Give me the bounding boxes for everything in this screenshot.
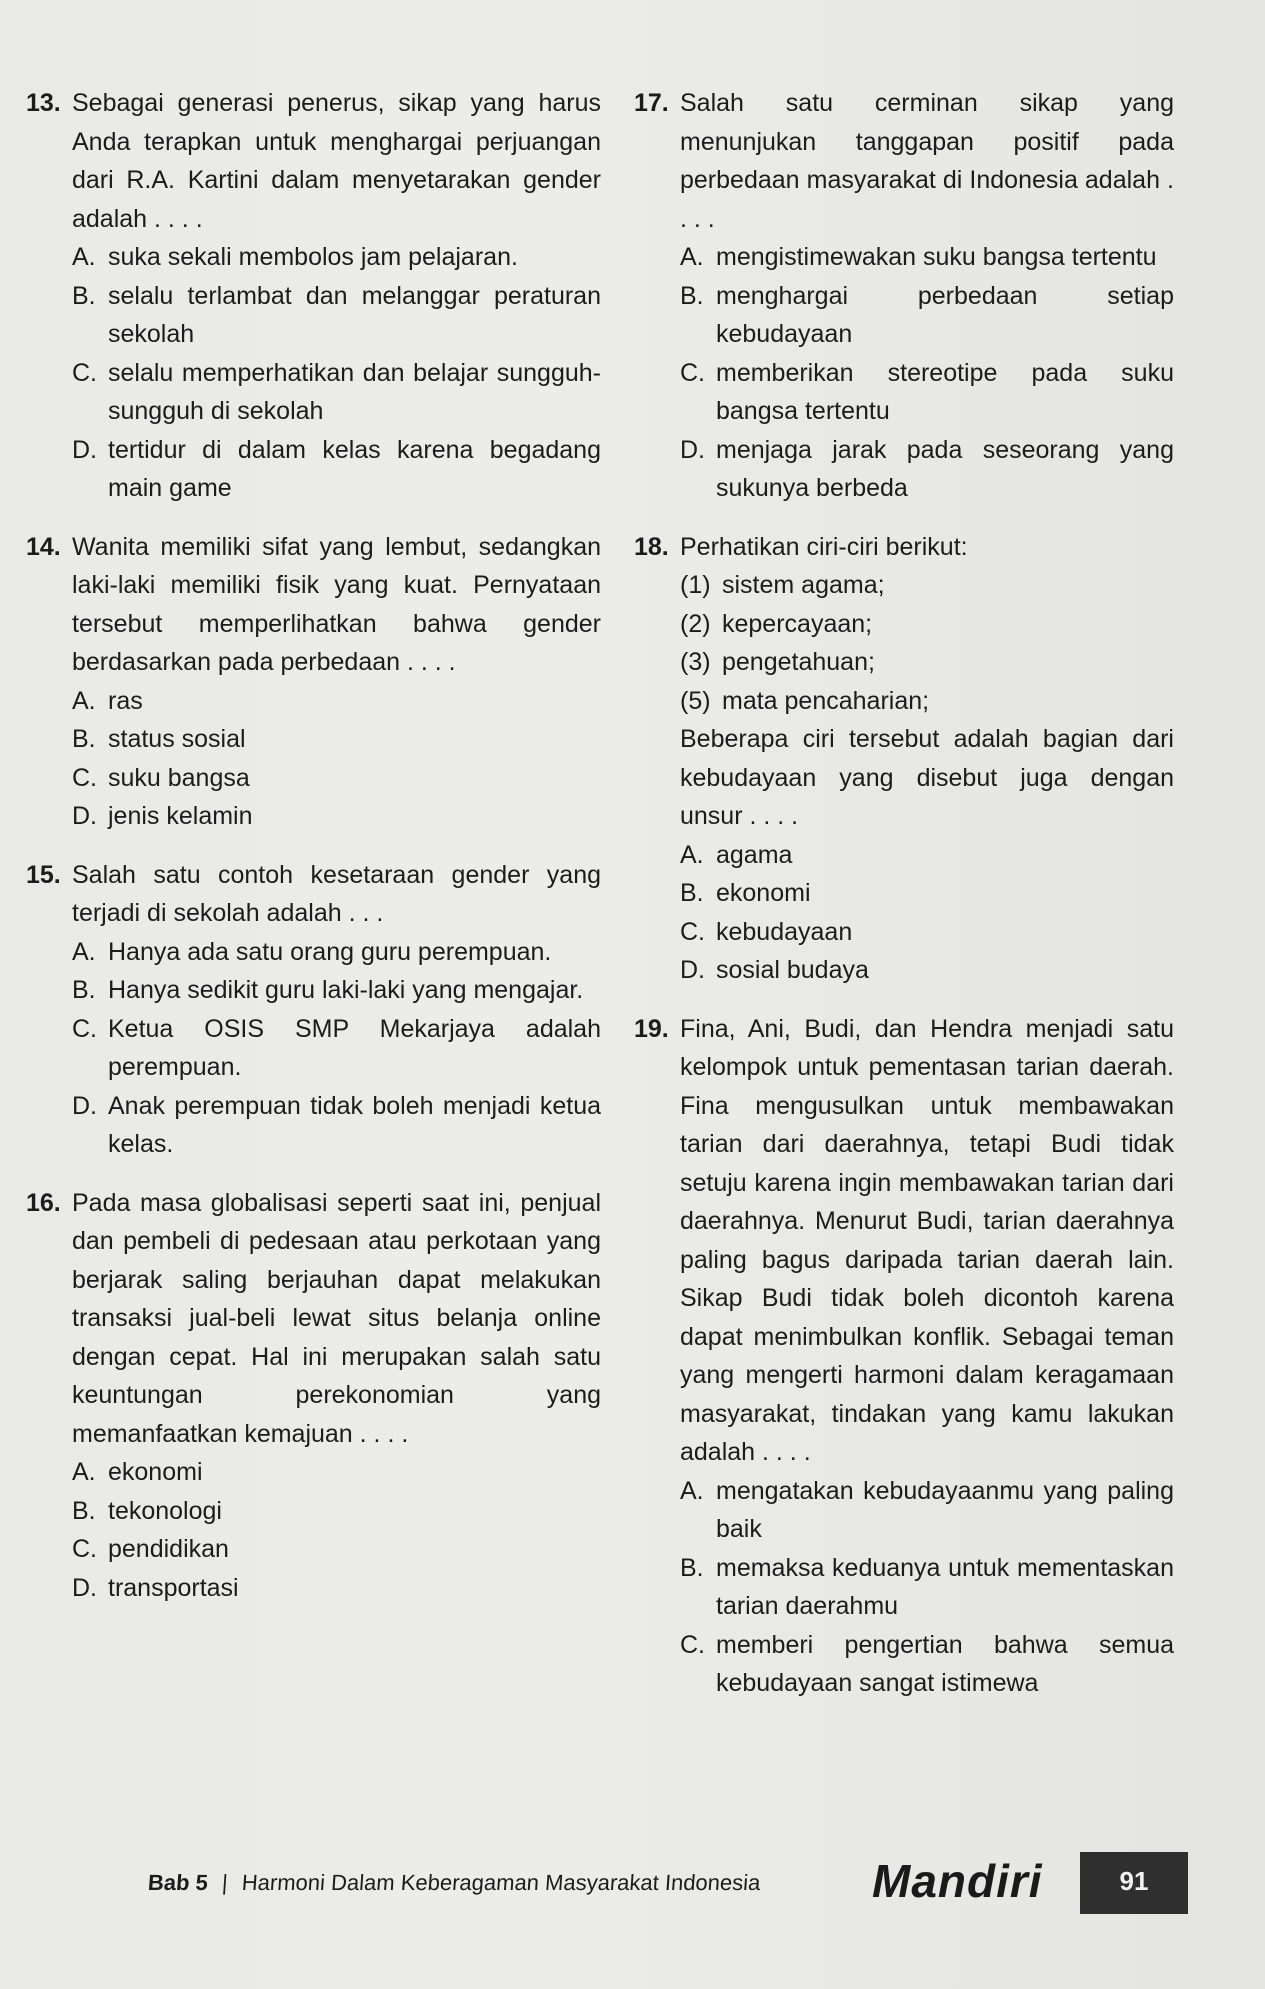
option-a: A. ras: [72, 686, 143, 715]
question-18: [634, 528, 1174, 990]
option-a: A. ekonomi: [72, 1458, 203, 1486]
chapter-title: Harmoni Dalam Keberagaman Masyarakat Indonesia: [241, 1870, 762, 1895]
option-c: C. memberi pengertian bahwa semua kebudayaan sangat istimewa: [680, 1630, 1174, 1697]
question-text: Salah satu contoh kesetaraan gender yang terjadi di sekolah adalah . . .: [72, 860, 601, 927]
left-column: [26, 84, 601, 1627]
question-number: 15.: [26, 860, 61, 889]
option-c: C. selalu memperhatikan dan belajar sungguh-sungguh di sekolah: [72, 358, 601, 425]
page-number: 91: [1080, 1852, 1188, 1914]
option-b: B. selalu terlambat dan melanggar peraturan sekolah: [72, 281, 601, 348]
question-number: 14.: [26, 532, 61, 561]
option-c: C. memberikan stereotipe pada suku bangsa tertentu: [680, 358, 1174, 425]
option-a: A. suka sekali membolos jam pelajaran.: [72, 243, 518, 271]
question-number: 13.: [26, 89, 61, 117]
question-stem: Beberapa ciri tersebut adalah bagian dari kebudayaan yang disebut juga dengan unsur . . . .: [680, 725, 1174, 830]
chapter-number: Bab 5: [147, 1870, 209, 1895]
question-16: [26, 1184, 601, 1608]
question-number: 16.: [26, 1188, 61, 1217]
option-c: C. pendidikan: [72, 1535, 229, 1563]
option-c: C. kebudayaan: [680, 917, 853, 946]
question-13: [26, 84, 601, 508]
option-d: D. transportasi: [72, 1573, 239, 1602]
option-b: B. tekonologi: [72, 1496, 222, 1525]
question-text: Sebagai generasi penerus, sikap yang harus Anda terapkan untuk menghargai perjuangan dari R.A. Kartini dalam menyetarakan gender adalah . . . .: [72, 89, 601, 233]
option-d: D. tertidur di dalam kelas karena begadang main game: [72, 435, 601, 502]
list-item: (5) mata pencaharian;: [680, 686, 930, 715]
separator: |: [221, 1870, 229, 1895]
question-text: Perhatikan ciri-ciri berikut:: [680, 532, 968, 561]
option-a: A. agama: [680, 840, 793, 869]
question-text: Salah satu cerminan sikap yang menunjukan tanggapan positif pada perbedaan masyarakat di Indonesia adalah . . . .: [680, 89, 1174, 233]
option-c: C. suku bangsa: [72, 763, 250, 792]
option-d: D. Anak perempuan tidak boleh menjadi ketua kelas.: [72, 1091, 601, 1158]
question-19: [634, 1010, 1174, 1703]
chapter-line: [147, 1870, 761, 1896]
option-b: B. menghargai perbedaan setiap kebudayaan: [680, 281, 1174, 348]
list-item: (1) sistem agama;: [680, 571, 885, 599]
option-b: B. Hanya sedikit guru laki-laki yang mengajar.: [72, 976, 584, 1004]
option-b: B. status sosial: [72, 725, 246, 753]
option-c: C. Ketua OSIS SMP Mekarjaya adalah perempuan.: [72, 1014, 601, 1081]
question-number: 17.: [634, 89, 669, 117]
right-column: [634, 84, 1174, 1723]
option-d: D. menjaga jarak pada seseorang yang sukunya berbeda: [680, 435, 1174, 502]
question-text: Wanita memiliki sifat yang lembut, sedangkan laki-laki memiliki fisik yang kuat. Pernyataan tersebut memperlihatkan bahwa gender berdasarkan pada perbedaan . . . .: [72, 532, 601, 676]
option-d: D. sosial budaya: [680, 956, 869, 984]
list-item: (3) pengetahuan;: [680, 648, 875, 676]
option-d: D. jenis kelamin: [72, 802, 253, 830]
option-b: B. ekonomi: [680, 879, 811, 907]
brand-logo: Mandiri: [872, 1855, 1043, 1907]
option-b: B. memaksa keduanya untuk mementaskan tarian daerahmu: [680, 1553, 1174, 1620]
list-item: (2) kepercayaan;: [680, 609, 873, 638]
option-a: A. mengistimewakan suku bangsa tertentu: [680, 243, 1157, 271]
question-15: [26, 856, 601, 1164]
option-a: A. Hanya ada satu orang guru perempuan.: [72, 937, 552, 966]
question-text: Pada masa globalisasi seperti saat ini, penjual dan pembeli di pedesaan atau perkotaan yang berjarak saling berjauhan dapat melakukan transaksi jual-beli lewat situs belanja online dengan cepat. Hal ini merupakan salah satu keuntungan perekonomian yang memanfaatkan kemajuan . . . .: [72, 1188, 601, 1448]
option-a: A. mengatakan kebudayaanmu yang paling baik: [680, 1476, 1174, 1543]
page-footer: [0, 1852, 1265, 1922]
question-number: 18.: [634, 532, 669, 561]
question-number: 19.: [634, 1014, 669, 1043]
question-14: [26, 528, 601, 836]
question-text: Fina, Ani, Budi, dan Hendra menjadi satu kelompok untuk pementasan tarian daerah. Fina mengusulkan untuk membawakan tarian dari daerahnya, tetapi Budi tidak setuju karena ingin membawakan tarian dari daerahnya. Menurut Budi, tarian daerahnya paling bagus daripada tarian daerah lain. Sikap Budi tidak boleh dicontoh karena dapat menimbulkan konflik. Sebagai teman yang mengerti harmoni dalam keragamaan masyarakat, tindakan yang kamu lakukan adalah . . . .: [680, 1014, 1174, 1466]
question-17: [634, 84, 1174, 508]
